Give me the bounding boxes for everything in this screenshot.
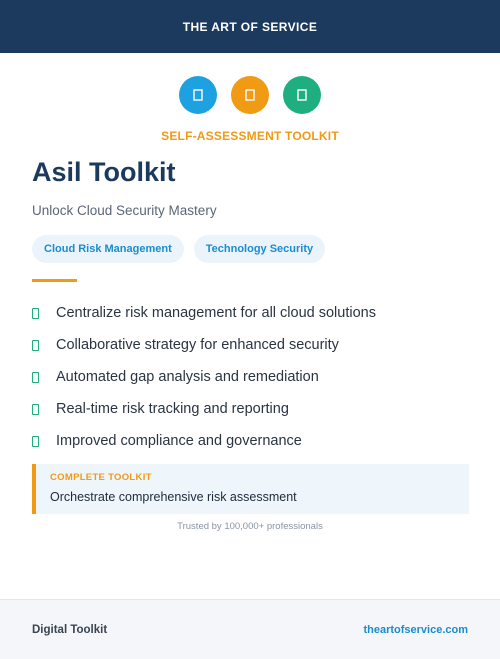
feature-text: Collaborative strategy for enhanced security [56, 337, 339, 353]
tag-list [32, 235, 325, 263]
lock-icon [283, 76, 321, 114]
accent-divider [32, 279, 77, 282]
page-title: Asil Toolkit [32, 157, 176, 187]
brand-name: THE ART OF SERVICE [182, 19, 318, 34]
tag-cloud-risk-management[interactable]: Cloud Risk Management [32, 235, 184, 263]
footer-label: Digital Toolkit [32, 623, 108, 636]
check-icon [32, 372, 39, 383]
feature-item [32, 297, 472, 329]
icon-row [0, 76, 500, 114]
tag-technology-security[interactable]: Technology Security [194, 235, 325, 263]
toolkit-kicker: SELF-ASSESSMENT TOOLKIT [161, 129, 339, 143]
top-banner [0, 0, 500, 53]
feature-list [32, 297, 472, 457]
footer [0, 599, 500, 659]
check-icon [32, 308, 39, 319]
feature-item [32, 361, 472, 393]
feature-text: Improved compliance and governance [56, 433, 302, 449]
callout-text: Orchestrate comprehensive risk assessment [50, 490, 297, 504]
website-link[interactable]: theartofservice.com [363, 623, 468, 636]
chart-icon [231, 76, 269, 114]
feature-item [32, 393, 472, 425]
check-icon [32, 340, 39, 351]
check-icon [32, 436, 39, 447]
feature-item [32, 329, 472, 361]
feature-text: Automated gap analysis and remediation [56, 369, 319, 385]
feature-text: Centralize risk management for all cloud solutions [56, 305, 376, 321]
feature-item [32, 425, 472, 457]
toolkit-callout [32, 464, 469, 514]
callout-label: COMPLETE TOOLKIT [50, 472, 152, 483]
check-icon [32, 404, 39, 415]
trusted-note: Trusted by 100,000+ professionals [177, 521, 323, 532]
page-subtitle: Unlock Cloud Security Mastery [32, 203, 217, 218]
shield-icon [179, 76, 217, 114]
feature-text: Real-time risk tracking and reporting [56, 401, 289, 417]
